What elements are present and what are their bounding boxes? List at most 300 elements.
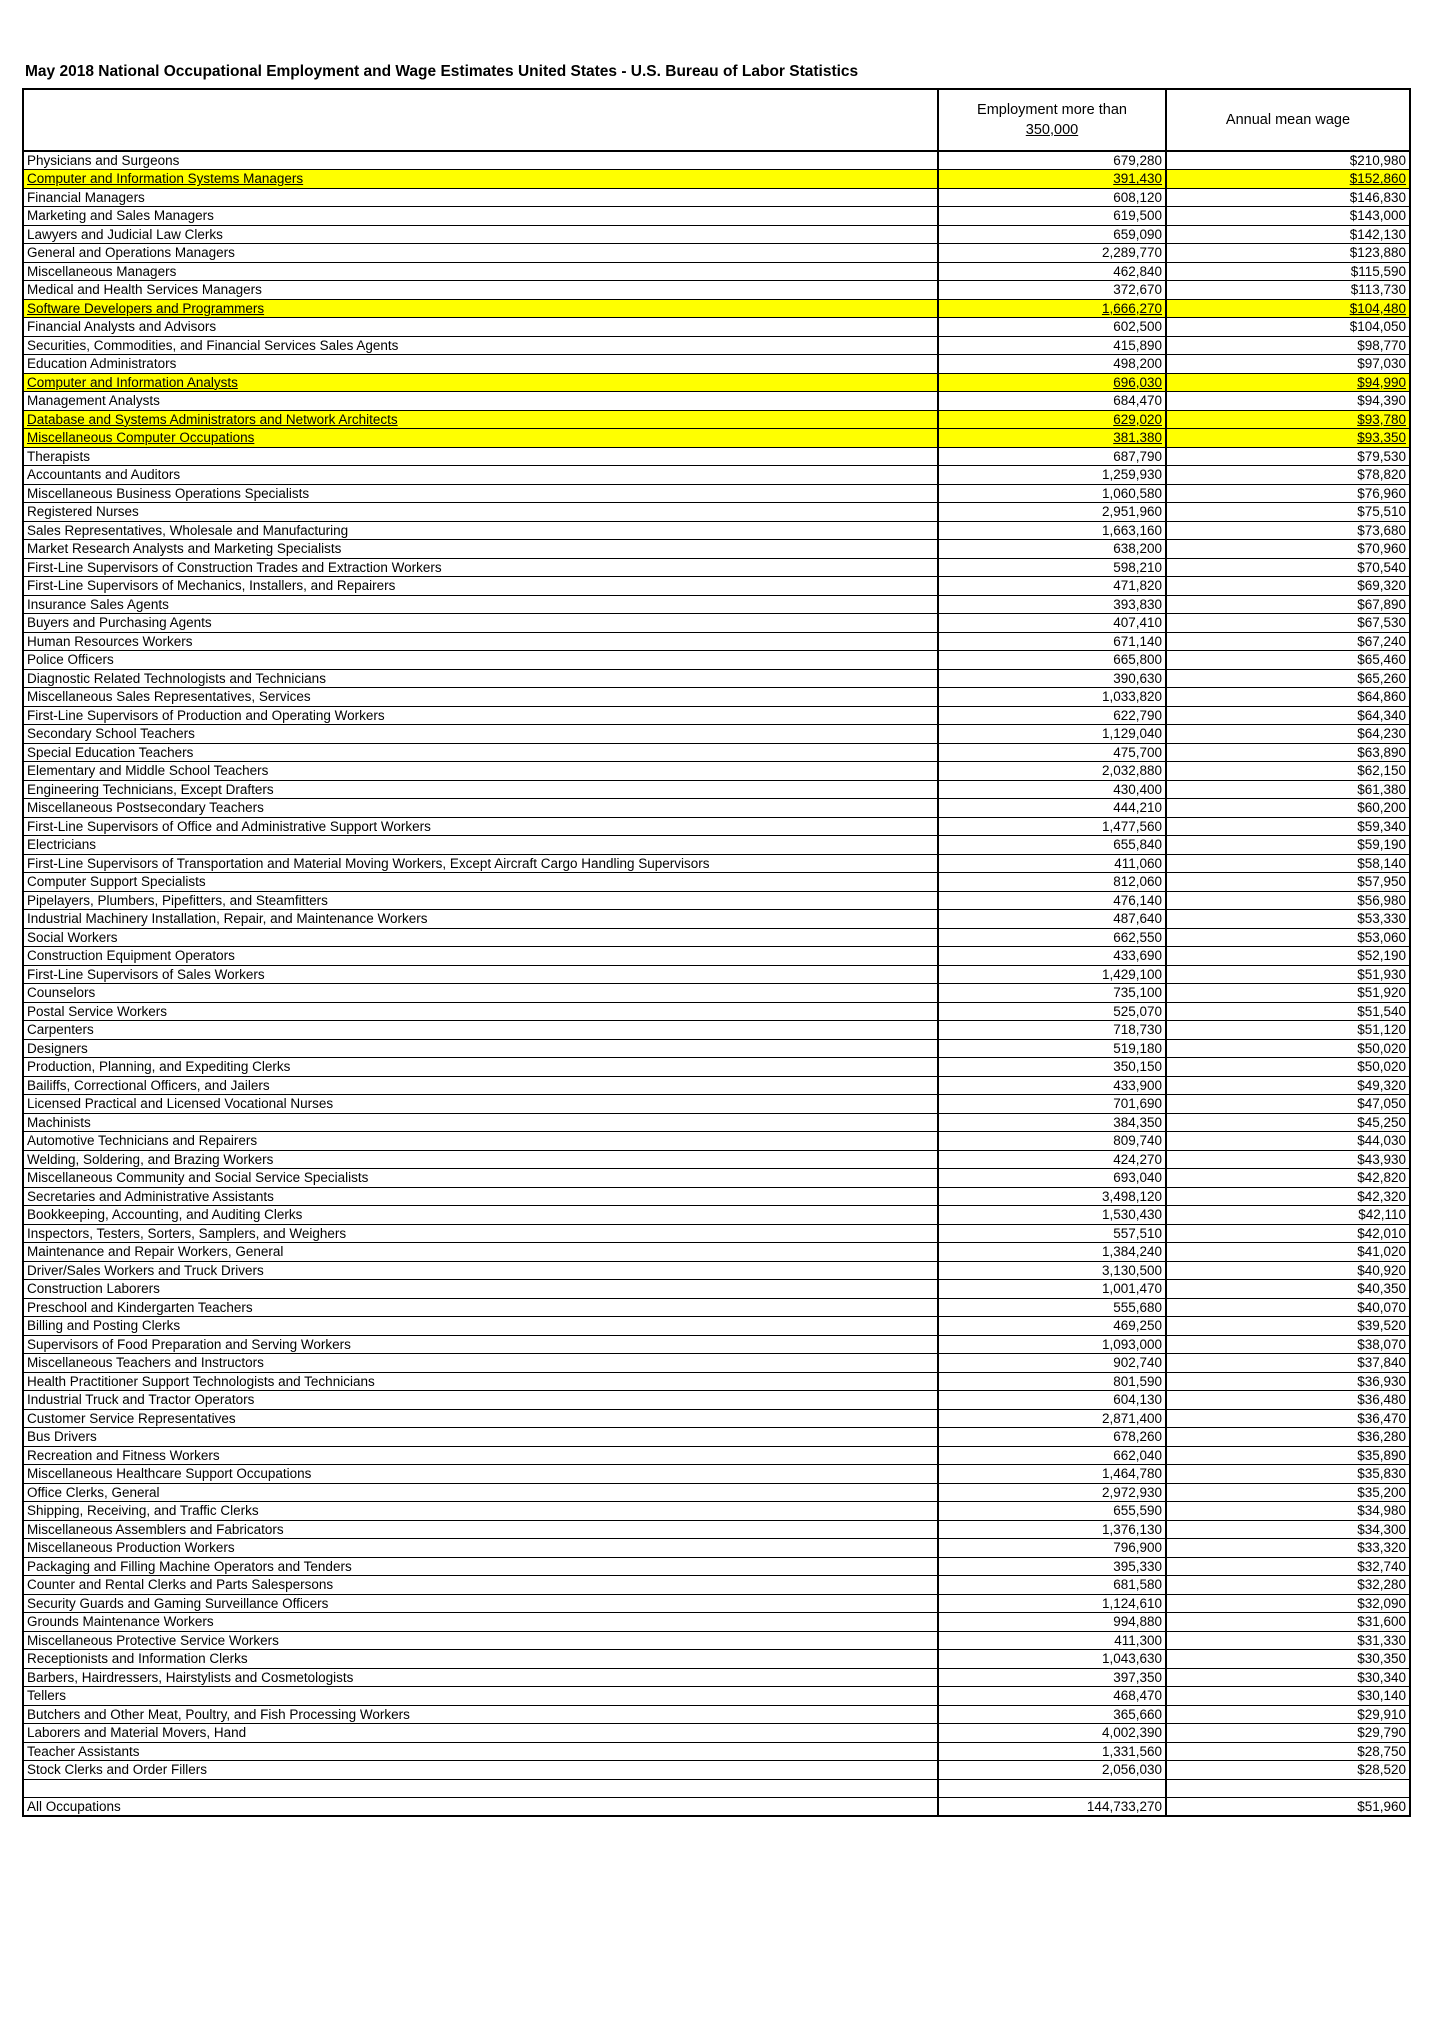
employment-cell: 390,630 <box>938 669 1166 688</box>
table-row <box>23 1483 1410 1502</box>
occupation-cell: Electricians <box>23 836 938 855</box>
employment-cell: 411,060 <box>938 854 1166 873</box>
table-row <box>23 318 1410 337</box>
wage-cell: $115,590 <box>1166 262 1410 281</box>
wage-cell: $64,340 <box>1166 706 1410 725</box>
table-row <box>23 1132 1410 1151</box>
wage-cell: $79,530 <box>1166 447 1410 466</box>
occupation-cell: Buyers and Purchasing Agents <box>23 614 938 633</box>
wage-cell: $73,680 <box>1166 521 1410 540</box>
wage-cell: $41,020 <box>1166 1243 1410 1262</box>
occupation-cell: Designers <box>23 1039 938 1058</box>
wage-cell: $152,860 <box>1166 170 1410 189</box>
wage-cell: $38,070 <box>1166 1335 1410 1354</box>
table-row <box>23 1150 1410 1169</box>
occupation-cell: Engineering Technicians, Except Drafters <box>23 780 938 799</box>
occupation-cell: Production, Planning, and Expediting Clerks <box>23 1058 938 1077</box>
table-row <box>23 799 1410 818</box>
occupation-cell: All Occupations <box>23 1798 938 1817</box>
table-row <box>23 1354 1410 1373</box>
occupation-cell: Securities, Commodities, and Financial Services Sales Agents <box>23 336 938 355</box>
occupation-cell: First-Line Supervisors of Mechanics, Installers, and Repairers <box>23 577 938 596</box>
employment-cell: 1,124,610 <box>938 1594 1166 1613</box>
table-row <box>23 984 1410 1003</box>
employment-cell: 395,330 <box>938 1557 1166 1576</box>
wage-cell: $78,820 <box>1166 466 1410 485</box>
employment-cell: 662,040 <box>938 1446 1166 1465</box>
occupation-cell: First-Line Supervisors of Transportation and Material Moving Workers, Except Aircraft Cargo Handling Supervisors <box>23 854 938 873</box>
table-row <box>23 1372 1410 1391</box>
wage-cell: $60,200 <box>1166 799 1410 818</box>
employment-cell: 350,150 <box>938 1058 1166 1077</box>
employment-cell: 391,430 <box>938 170 1166 189</box>
table-row <box>23 188 1410 207</box>
wage-cell: $33,320 <box>1166 1539 1410 1558</box>
table-row <box>23 355 1410 374</box>
occupation-cell: Health Practitioner Support Technologists and Technicians <box>23 1372 938 1391</box>
employment-cell: 735,100 <box>938 984 1166 1003</box>
wage-cell: $59,190 <box>1166 836 1410 855</box>
employment-cell: 519,180 <box>938 1039 1166 1058</box>
spacer-row <box>23 1779 1410 1798</box>
occupation-cell: Bus Drivers <box>23 1428 938 1447</box>
employment-cell: 3,130,500 <box>938 1261 1166 1280</box>
employment-cell: 604,130 <box>938 1391 1166 1410</box>
table-row <box>23 151 1410 170</box>
table-row <box>23 540 1410 559</box>
occupation-cell: Carpenters <box>23 1021 938 1040</box>
employment-cell: 525,070 <box>938 1002 1166 1021</box>
wage-cell: $97,030 <box>1166 355 1410 374</box>
table-row <box>23 873 1410 892</box>
wage-cell: $40,350 <box>1166 1280 1410 1299</box>
wage-cell: $49,320 <box>1166 1076 1410 1095</box>
occupation-cell: Lawyers and Judicial Law Clerks <box>23 225 938 244</box>
occupation-cell: Counselors <box>23 984 938 1003</box>
wage-cell: $34,980 <box>1166 1502 1410 1521</box>
wage-cell: $67,240 <box>1166 632 1410 651</box>
occupation-cell: Office Clerks, General <box>23 1483 938 1502</box>
employment-cell: 372,670 <box>938 281 1166 300</box>
wage-cell: $36,930 <box>1166 1372 1410 1391</box>
wage-cell: $47,050 <box>1166 1095 1410 1114</box>
occupation-cell: First-Line Supervisors of Sales Workers <box>23 965 938 984</box>
employment-cell: 2,951,960 <box>938 503 1166 522</box>
occupation-cell: Therapists <box>23 447 938 466</box>
wage-cell: $42,820 <box>1166 1169 1410 1188</box>
employment-cell: 812,060 <box>938 873 1166 892</box>
occupation-cell: Diagnostic Related Technologists and Technicians <box>23 669 938 688</box>
employment-cell: 381,380 <box>938 429 1166 448</box>
employment-cell: 1,530,430 <box>938 1206 1166 1225</box>
wage-cell: $142,130 <box>1166 225 1410 244</box>
table-row <box>23 373 1410 392</box>
occupation-cell: Tellers <box>23 1687 938 1706</box>
wage-cell: $93,780 <box>1166 410 1410 429</box>
employment-cell: 638,200 <box>938 540 1166 559</box>
employment-cell: 475,700 <box>938 743 1166 762</box>
employment-cell: 555,680 <box>938 1298 1166 1317</box>
employment-cell: 809,740 <box>938 1132 1166 1151</box>
employment-cell: 662,550 <box>938 928 1166 947</box>
employment-cell: 1,663,160 <box>938 521 1166 540</box>
employment-cell: 557,510 <box>938 1224 1166 1243</box>
wage-cell: $36,470 <box>1166 1409 1410 1428</box>
wage-cell: $42,320 <box>1166 1187 1410 1206</box>
wage-cell <box>1166 1779 1410 1798</box>
table-row <box>23 836 1410 855</box>
column-header-occupation <box>23 89 938 151</box>
wage-cell: $44,030 <box>1166 1132 1410 1151</box>
occupation-cell: Butchers and Other Meat, Poultry, and Fish Processing Workers <box>23 1705 938 1724</box>
wage-cell: $42,010 <box>1166 1224 1410 1243</box>
employment-cell: 681,580 <box>938 1576 1166 1595</box>
occupation-cell: Miscellaneous Teachers and Instructors <box>23 1354 938 1373</box>
employment-cell: 2,289,770 <box>938 244 1166 263</box>
employment-cell: 487,640 <box>938 910 1166 929</box>
wage-cell: $35,830 <box>1166 1465 1410 1484</box>
table-row <box>23 1539 1410 1558</box>
table-row <box>23 965 1410 984</box>
wage-cell: $93,350 <box>1166 429 1410 448</box>
table-row <box>23 1298 1410 1317</box>
table-row <box>23 1076 1410 1095</box>
table-row <box>23 1742 1410 1761</box>
occupation-cell: First-Line Supervisors of Construction Trades and Extraction Workers <box>23 558 938 577</box>
occupation-cell: First-Line Supervisors of Production and Operating Workers <box>23 706 938 725</box>
employment-cell: 1,429,100 <box>938 965 1166 984</box>
wage-cell: $67,890 <box>1166 595 1410 614</box>
table-header <box>23 89 1410 151</box>
wage-cell: $53,060 <box>1166 928 1410 947</box>
occupation-cell[interactable]: Software Developers and Programmers <box>23 299 938 318</box>
employment-cell: 462,840 <box>938 262 1166 281</box>
employment-cell: 1,129,040 <box>938 725 1166 744</box>
employment-cell: 1,464,780 <box>938 1465 1166 1484</box>
employment-cell: 430,400 <box>938 780 1166 799</box>
employment-cell: 468,470 <box>938 1687 1166 1706</box>
table-row <box>23 225 1410 244</box>
wage-cell: $37,840 <box>1166 1354 1410 1373</box>
table-row <box>23 1113 1410 1132</box>
table-row <box>23 1687 1410 1706</box>
occupation-cell: Shipping, Receiving, and Traffic Clerks <box>23 1502 938 1521</box>
wage-cell: $35,200 <box>1166 1483 1410 1502</box>
table-row <box>23 1261 1410 1280</box>
occupation-cell: Customer Service Representatives <box>23 1409 938 1428</box>
occupation-cell: Financial Analysts and Advisors <box>23 318 938 337</box>
table-row <box>23 392 1410 411</box>
table-row <box>23 1280 1410 1299</box>
employment-cell: 424,270 <box>938 1150 1166 1169</box>
wage-cell: $210,980 <box>1166 151 1410 170</box>
occupation-cell: Industrial Truck and Tractor Operators <box>23 1391 938 1410</box>
occupation-cell: Special Education Teachers <box>23 743 938 762</box>
wage-cell: $50,020 <box>1166 1039 1410 1058</box>
occupation-cell: Insurance Sales Agents <box>23 595 938 614</box>
table-row <box>23 447 1410 466</box>
employment-cell: 393,830 <box>938 595 1166 614</box>
employment-cell: 498,200 <box>938 355 1166 374</box>
employment-cell: 1,477,560 <box>938 817 1166 836</box>
table-row <box>23 336 1410 355</box>
occupation-cell: Counter and Rental Clerks and Parts Salespersons <box>23 1576 938 1595</box>
occupation-cell: Welding, Soldering, and Brazing Workers <box>23 1150 938 1169</box>
table-row <box>23 780 1410 799</box>
wage-cell: $30,140 <box>1166 1687 1410 1706</box>
wage-cell: $113,730 <box>1166 281 1410 300</box>
occupation-cell: Bookkeeping, Accounting, and Auditing Clerks <box>23 1206 938 1225</box>
wage-cell: $51,540 <box>1166 1002 1410 1021</box>
employment-cell: 2,871,400 <box>938 1409 1166 1428</box>
table-row <box>23 1502 1410 1521</box>
header-row <box>23 89 1410 151</box>
table-row <box>23 429 1410 448</box>
table-row <box>23 577 1410 596</box>
wage-cell: $39,520 <box>1166 1317 1410 1336</box>
occupation-cell: Receptionists and Information Clerks <box>23 1650 938 1669</box>
page-title: May 2018 National Occupational Employment and Wage Estimates United States - U.S. Bureau of Labor Statistics <box>25 63 859 80</box>
table-row <box>23 669 1410 688</box>
employment-cell: 1,376,130 <box>938 1520 1166 1539</box>
table-row <box>23 1724 1410 1743</box>
occupation-cell: Market Research Analysts and Marketing Specialists <box>23 540 938 559</box>
wage-cell: $40,070 <box>1166 1298 1410 1317</box>
wage-cell: $32,280 <box>1166 1576 1410 1595</box>
table-row <box>23 614 1410 633</box>
table-row <box>23 521 1410 540</box>
wage-cell: $63,890 <box>1166 743 1410 762</box>
wage-cell: $70,540 <box>1166 558 1410 577</box>
occupation-cell[interactable]: Miscellaneous Computer Occupations <box>23 429 938 448</box>
occupation-cell: Inspectors, Testers, Sorters, Samplers, and Weighers <box>23 1224 938 1243</box>
employment-cell: 629,020 <box>938 410 1166 429</box>
wage-cell: $35,890 <box>1166 1446 1410 1465</box>
employment-cell: 602,500 <box>938 318 1166 337</box>
table-row <box>23 410 1410 429</box>
employment-header-line2: 350,000 <box>1025 122 1079 138</box>
occupation-cell: Miscellaneous Community and Social Service Specialists <box>23 1169 938 1188</box>
employment-cell: 696,030 <box>938 373 1166 392</box>
occupation-cell: Human Resources Workers <box>23 632 938 651</box>
table-row <box>23 170 1410 189</box>
occupation-cell: Recreation and Fitness Workers <box>23 1446 938 1465</box>
occupation-cell: Driver/Sales Workers and Truck Drivers <box>23 1261 938 1280</box>
employment-cell: 1,331,560 <box>938 1742 1166 1761</box>
occupation-wage-table <box>22 88 1411 1817</box>
employment-cell: 411,300 <box>938 1631 1166 1650</box>
wage-cell: $64,860 <box>1166 688 1410 707</box>
occupation-cell: Licensed Practical and Licensed Vocational Nurses <box>23 1095 938 1114</box>
employment-cell <box>938 1779 1166 1798</box>
employment-cell: 1,093,000 <box>938 1335 1166 1354</box>
table-row <box>23 706 1410 725</box>
wage-cell: $58,140 <box>1166 854 1410 873</box>
wage-cell: $45,250 <box>1166 1113 1410 1132</box>
employment-cell: 796,900 <box>938 1539 1166 1558</box>
occupation-cell: Financial Managers <box>23 188 938 207</box>
occupation-cell: Postal Service Workers <box>23 1002 938 1021</box>
wage-cell: $57,950 <box>1166 873 1410 892</box>
table-row <box>23 262 1410 281</box>
table-row <box>23 503 1410 522</box>
occupation-cell: Education Administrators <box>23 355 938 374</box>
employment-cell: 684,470 <box>938 392 1166 411</box>
wage-cell: $76,960 <box>1166 484 1410 503</box>
occupation-cell: Social Workers <box>23 928 938 947</box>
employment-cell: 433,690 <box>938 947 1166 966</box>
column-header-wage: Annual mean wage <box>1166 89 1410 151</box>
wage-cell: $65,460 <box>1166 651 1410 670</box>
table-row <box>23 207 1410 226</box>
wage-cell: $52,190 <box>1166 947 1410 966</box>
employment-cell: 469,250 <box>938 1317 1166 1336</box>
occupation-cell: Maintenance and Repair Workers, General <box>23 1243 938 1262</box>
wage-cell: $59,340 <box>1166 817 1410 836</box>
employment-cell: 1,033,820 <box>938 688 1166 707</box>
employment-cell: 718,730 <box>938 1021 1166 1040</box>
occupation-cell: Accountants and Auditors <box>23 466 938 485</box>
table-row <box>23 1761 1410 1780</box>
occupation-cell: Miscellaneous Assemblers and Fabricators <box>23 1520 938 1539</box>
employment-cell: 622,790 <box>938 706 1166 725</box>
occupation-cell: Automotive Technicians and Repairers <box>23 1132 938 1151</box>
table-row <box>23 244 1410 263</box>
employment-cell: 365,660 <box>938 1705 1166 1724</box>
occupation-cell: Security Guards and Gaming Surveillance Officers <box>23 1594 938 1613</box>
wage-cell: $30,340 <box>1166 1668 1410 1687</box>
occupation-cell: Grounds Maintenance Workers <box>23 1613 938 1632</box>
table-row <box>23 1557 1410 1576</box>
table-row <box>23 891 1410 910</box>
employment-cell: 415,890 <box>938 336 1166 355</box>
occupation-cell: Management Analysts <box>23 392 938 411</box>
wage-cell: $29,790 <box>1166 1724 1410 1743</box>
employment-cell: 407,410 <box>938 614 1166 633</box>
occupation-cell[interactable]: Database and Systems Administrators and Network Architects <box>23 410 938 429</box>
table-row <box>23 1668 1410 1687</box>
employment-cell: 678,260 <box>938 1428 1166 1447</box>
occupation-cell: Bailiffs, Correctional Officers, and Jailers <box>23 1076 938 1095</box>
employment-cell: 471,820 <box>938 577 1166 596</box>
occupation-cell: Billing and Posting Clerks <box>23 1317 938 1336</box>
wage-cell: $123,880 <box>1166 244 1410 263</box>
employment-cell: 902,740 <box>938 1354 1166 1373</box>
occupation-cell: Stock Clerks and Order Fillers <box>23 1761 938 1780</box>
wage-cell: $143,000 <box>1166 207 1410 226</box>
column-header-employment <box>938 89 1166 151</box>
wage-cell: $69,320 <box>1166 577 1410 596</box>
occupation-cell[interactable]: Computer and Information Analysts <box>23 373 938 392</box>
occupation-cell: Police Officers <box>23 651 938 670</box>
table-row <box>23 910 1410 929</box>
table-row <box>23 1058 1410 1077</box>
wage-cell: $146,830 <box>1166 188 1410 207</box>
occupation-cell[interactable]: Computer and Information Systems Managers <box>23 170 938 189</box>
table-row <box>23 1317 1410 1336</box>
table-row <box>23 281 1410 300</box>
wage-cell: $65,260 <box>1166 669 1410 688</box>
table-row <box>23 854 1410 873</box>
table-row <box>23 1465 1410 1484</box>
table-row <box>23 725 1410 744</box>
wage-cell: $67,530 <box>1166 614 1410 633</box>
wage-cell: $51,920 <box>1166 984 1410 1003</box>
table-row <box>23 1428 1410 1447</box>
employment-cell: 2,056,030 <box>938 1761 1166 1780</box>
table-row <box>23 558 1410 577</box>
table-row <box>23 1002 1410 1021</box>
occupation-table-body <box>23 151 1410 1779</box>
wage-cell: $104,480 <box>1166 299 1410 318</box>
summary-row <box>23 1798 1410 1817</box>
occupation-cell <box>23 1779 938 1798</box>
employment-cell: 397,350 <box>938 1668 1166 1687</box>
occupation-cell: Secretaries and Administrative Assistants <box>23 1187 938 1206</box>
employment-cell: 655,840 <box>938 836 1166 855</box>
employment-cell: 4,002,390 <box>938 1724 1166 1743</box>
wage-cell: $32,740 <box>1166 1557 1410 1576</box>
occupation-cell: Miscellaneous Healthcare Support Occupations <box>23 1465 938 1484</box>
wage-cell: $28,520 <box>1166 1761 1410 1780</box>
employment-cell: 665,800 <box>938 651 1166 670</box>
wage-cell: $94,990 <box>1166 373 1410 392</box>
employment-cell: 1,259,930 <box>938 466 1166 485</box>
occupation-cell: Elementary and Middle School Teachers <box>23 762 938 781</box>
employment-header-line1: Employment more than <box>977 102 1127 118</box>
occupation-cell: Machinists <box>23 1113 938 1132</box>
occupation-cell: Laborers and Material Movers, Hand <box>23 1724 938 1743</box>
occupation-cell: Teacher Assistants <box>23 1742 938 1761</box>
occupation-cell: Medical and Health Services Managers <box>23 281 938 300</box>
occupation-cell: Marketing and Sales Managers <box>23 207 938 226</box>
employment-cell: 1,060,580 <box>938 484 1166 503</box>
employment-cell: 2,972,930 <box>938 1483 1166 1502</box>
table-row <box>23 1650 1410 1669</box>
employment-cell: 2,032,880 <box>938 762 1166 781</box>
employment-cell: 801,590 <box>938 1372 1166 1391</box>
table-row <box>23 651 1410 670</box>
occupation-cell: Miscellaneous Protective Service Workers <box>23 1631 938 1650</box>
table-row <box>23 1187 1410 1206</box>
table-row <box>23 743 1410 762</box>
occupation-cell: Miscellaneous Production Workers <box>23 1539 938 1558</box>
wage-cell: $98,770 <box>1166 336 1410 355</box>
employment-cell: 433,900 <box>938 1076 1166 1095</box>
occupation-cell: Construction Equipment Operators <box>23 947 938 966</box>
wage-cell: $75,510 <box>1166 503 1410 522</box>
occupation-cell: Computer Support Specialists <box>23 873 938 892</box>
wage-cell: $30,350 <box>1166 1650 1410 1669</box>
employment-cell: 598,210 <box>938 558 1166 577</box>
employment-cell: 671,140 <box>938 632 1166 651</box>
occupation-cell: Physicians and Surgeons <box>23 151 938 170</box>
occupation-cell: Registered Nurses <box>23 503 938 522</box>
table-row <box>23 595 1410 614</box>
employment-cell: 619,500 <box>938 207 1166 226</box>
occupation-cell: Barbers, Hairdressers, Hairstylists and Cosmetologists <box>23 1668 938 1687</box>
employment-cell: 655,590 <box>938 1502 1166 1521</box>
wage-cell: $40,920 <box>1166 1261 1410 1280</box>
occupation-cell: Supervisors of Food Preparation and Serving Workers <box>23 1335 938 1354</box>
table-row <box>23 466 1410 485</box>
occupation-cell: General and Operations Managers <box>23 244 938 263</box>
table-row <box>23 1169 1410 1188</box>
occupation-cell: Industrial Machinery Installation, Repair, and Maintenance Workers <box>23 910 938 929</box>
occupation-cell: Construction Laborers <box>23 1280 938 1299</box>
employment-cell: 3,498,120 <box>938 1187 1166 1206</box>
occupation-cell: Preschool and Kindergarten Teachers <box>23 1298 938 1317</box>
